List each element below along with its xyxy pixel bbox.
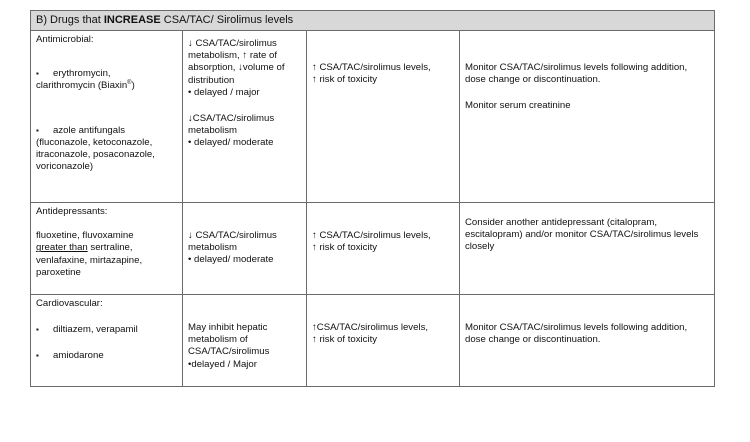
drug-name-close: )	[131, 80, 135, 92]
result-line: ↑ risk of toxicity	[312, 242, 378, 254]
effect-text-azole	[183, 99, 306, 150]
bullet-icon: ▪	[36, 325, 39, 335]
effect-line: metabolism of	[188, 334, 248, 346]
effect-line: ↓ CSA/TAC/sirolimus	[188, 38, 277, 49]
effect-line: CSA/TAC/sirolimus	[188, 346, 270, 358]
management-cell-cardiovascular	[460, 295, 715, 387]
drug-name-line: voriconazole)	[36, 161, 94, 173]
bullet-icon: ▪	[36, 351, 39, 361]
effect-line: ↓ CSA/TAC/sirolimus	[188, 230, 277, 241]
result-line: ↑ risk of toxicity	[312, 74, 378, 86]
title-suffix: CSA/TAC/ Sirolimus levels	[160, 14, 294, 26]
effect-line: metabolism	[188, 242, 238, 254]
drug-entry-azole-antifungals	[31, 93, 182, 174]
drug-cell-cardiovascular	[31, 295, 183, 387]
drug-name-line: itraconazole, posaconazole,	[36, 149, 155, 161]
drug-interaction-table	[30, 10, 715, 387]
drug-name: erythromycin,	[53, 68, 111, 80]
drug-entry-amiodarone	[31, 336, 182, 362]
effect-text-erythromycin	[183, 31, 306, 99]
category-label: Cardiovascular:	[36, 298, 103, 309]
drug-entry-diltiazem	[31, 310, 182, 336]
effect-line: metabolism, ↑ rate of	[188, 50, 278, 62]
drug-name-line: fluoxetine, fluvoxamine	[36, 230, 134, 242]
management-text	[460, 203, 714, 254]
registered-mark: ®	[127, 80, 132, 87]
result-line: ↑ CSA/TAC/sirolimus levels,	[312, 62, 431, 73]
table-title-cell	[31, 11, 715, 31]
result-text	[307, 31, 459, 86]
result-text	[307, 295, 459, 346]
management-text	[460, 295, 714, 346]
effect-cell-antimicrobial	[183, 31, 307, 203]
result-cell-antidepressants	[307, 203, 460, 295]
management-line: Consider another antidepressant (citalopram,	[465, 217, 657, 228]
effect-line: • delayed/ moderate	[188, 137, 274, 149]
effect-line: • delayed/ moderate	[188, 254, 274, 266]
result-cell-cardiovascular	[307, 295, 460, 387]
drug-name: clarithromycin (Biaxin	[36, 80, 128, 92]
title-prefix: B) Drugs that	[36, 14, 104, 26]
underlined-qualifier: greater than	[36, 242, 88, 254]
management-line: dose change or discontinuation.	[465, 334, 601, 346]
drug-name-line: venlafaxine, mirtazapine,	[36, 254, 143, 266]
drug-name: amiodarone	[53, 350, 104, 362]
effect-line: • delayed / major	[188, 86, 260, 98]
drug-name: sertraline,	[87, 242, 133, 254]
result-text	[307, 203, 459, 254]
table-row-antimicrobial	[31, 31, 715, 203]
management-line: dose change or discontinuation.	[465, 74, 601, 86]
result-cell-antimicrobial	[307, 31, 460, 203]
drug-name-line: (fluconazole, ketoconazole,	[36, 136, 153, 148]
drug-entry-erythromycin	[31, 46, 182, 92]
title-bold-word: INCREASE	[103, 14, 161, 26]
management-spacer	[465, 86, 708, 100]
drug-name: diltiazem, verapamil	[53, 324, 138, 336]
effect-cell-antidepressants	[183, 203, 307, 295]
management-line: escitalopram) and/or monitor CSA/TAC/sirolimus levels	[465, 229, 699, 241]
effect-cell-cardiovascular	[183, 295, 307, 387]
table-title-row	[31, 11, 715, 31]
drug-name: azole antifungals	[53, 124, 126, 136]
management-cell-antimicrobial	[460, 31, 715, 203]
effect-line: ↓CSA/TAC/sirolimus	[188, 113, 275, 125]
effect-line: distribution	[188, 74, 235, 86]
drug-cell-antidepressants	[31, 203, 183, 295]
effect-line: metabolism	[188, 125, 238, 137]
drug-cell-antimicrobial	[31, 31, 183, 203]
result-line: ↑ CSA/TAC/sirolimus levels,	[312, 230, 431, 241]
table-row-antidepressants	[31, 203, 715, 295]
bullet-icon: ▪	[36, 69, 39, 79]
result-line: ↑CSA/TAC/sirolimus levels,	[312, 322, 429, 333]
drug-name-line: paroxetine	[36, 266, 81, 278]
management-line: closely	[465, 241, 495, 253]
effect-line: May inhibit hepatic	[188, 322, 268, 333]
effect-text	[183, 295, 306, 371]
effect-text	[183, 203, 306, 267]
bullet-icon: ▪	[36, 125, 39, 135]
management-text	[460, 31, 714, 113]
management-line: Monitor serum creatinine	[465, 100, 571, 112]
management-line: Monitor CSA/TAC/sirolimus levels following addition,	[465, 322, 688, 333]
result-line: ↑ risk of toxicity	[312, 334, 378, 346]
table-row-cardiovascular	[31, 295, 715, 387]
category-label: Antimicrobial:	[36, 34, 94, 45]
management-line: Monitor CSA/TAC/sirolimus levels following addition,	[465, 62, 688, 73]
category-label: Antidepressants:	[36, 206, 108, 217]
effect-line: •delayed / Major	[188, 358, 257, 370]
effect-line: absorption, ↓volume of	[188, 62, 285, 74]
drug-list-antidepressants	[31, 218, 182, 279]
table-title	[31, 11, 714, 27]
management-cell-antidepressants	[460, 203, 715, 295]
